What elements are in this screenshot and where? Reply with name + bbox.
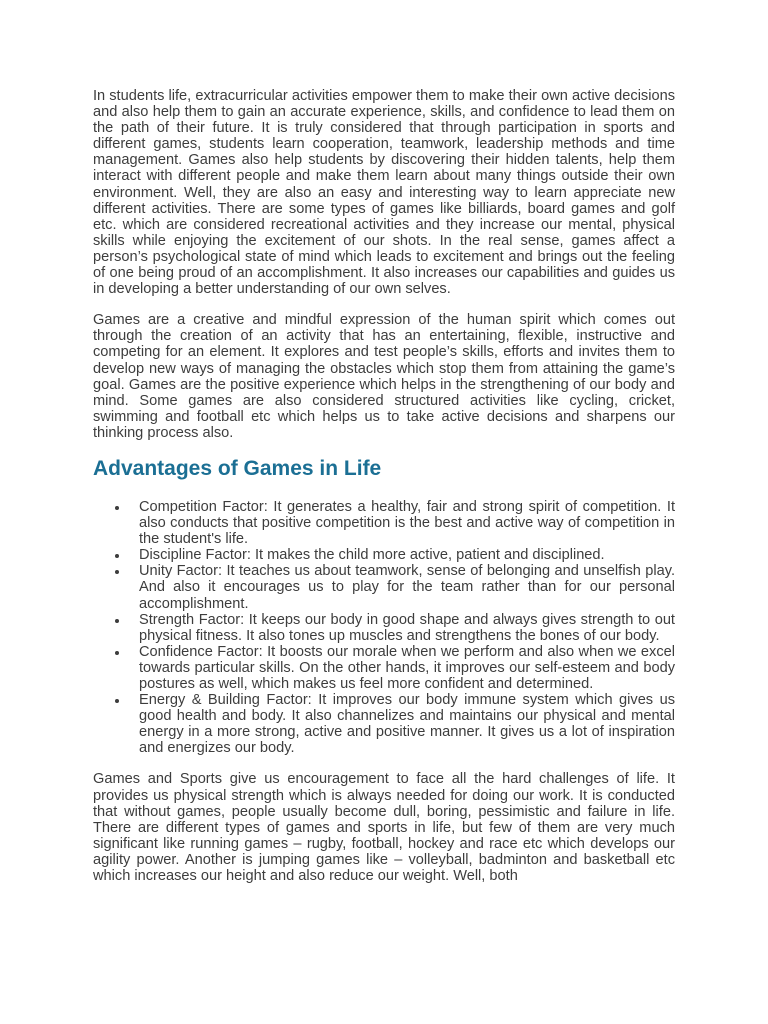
bullet-term: Strength Factor: (139, 611, 245, 628)
games-definition-paragraph: Games are a creative and mindful expression of the human spirit which comes out through the creation of an activity that has an entertaining, flexible, instructive and competing for an element. It explores and test people’s skills, efforts and invites them to develop new ways of managing the obstacles which stop them from attaining the game’s goal. Games are the positive experience which helps in the strengthening of our body and mind. Some games are also considered structured activities like cycling, cricket, swimming and football etc which helps us to take active decisions and sharpens our thinking process also. (93, 312, 675, 441)
list-item (93, 612, 675, 644)
section-heading: Advantages of Games in Life (93, 456, 382, 480)
bullet-term: Confidence Factor: (139, 643, 263, 660)
intro-paragraph: In students life, extracurricular activities empower them to make their own active decisions and also help them to gain an accurate experience, skills, and confidence to lead them on the path of their future. It is truly considered that through participation in sports and different games, students learn cooperation, teamwork, leadership methods and time management. Games also help students by discovering their hidden talents, help them interact with different people and make them learn about many things outside their own environment. Well, they are also an easy and interesting way to learn appreciate new different activities. There are some types of games like billiards, board games and golf etc. which are considered recreational activities and they increase our mental, physical skills while enjoying the excitement of our shots. In the real sense, games affect a person’s psychological state of mind which leads to excitement and brings out the feeling of one being proud of an accomplishment. It also increases our capabilities and guides us in developing a better understanding of our own selves. (93, 88, 675, 298)
bullet-icon (115, 699, 119, 703)
bullet-icon (115, 554, 119, 558)
bullet-icon (115, 619, 119, 623)
bullet-term: Unity Factor: (139, 563, 223, 580)
closing-paragraph: Games and Sports give us encouragement to face all the hard challenges of life. It provides us physical strength which is always needed for doing our work. It is conducted that without games, people usually become dull, boring, pessimistic and failure in life. There are different types of games and sports in life, but few of them are very much significant like running games – rugby, football, hockey and race etc which develops our agility power. Another is jumping games like – volleyball, badminton and basketball etc which increases our height and also reduce our weight. Well, both (93, 771, 675, 885)
list-item (93, 692, 675, 756)
bullet-text: It keeps our body in good shape and always gives strength to out physical fitness. It also tones up muscles and strengthens the bones of our body. (139, 611, 675, 644)
list-item (93, 547, 675, 563)
list-item (93, 644, 675, 692)
bullet-icon (115, 651, 119, 655)
bullet-text: It makes the child more active, patient and disciplined. (250, 547, 605, 564)
bullet-term: Discipline Factor: (139, 547, 251, 564)
bullet-term: Energy & Building Factor: (139, 692, 312, 709)
list-item (93, 563, 675, 611)
bullet-term: Competition Factor: (139, 498, 268, 515)
document-page (93, 88, 675, 899)
list-item (93, 499, 675, 547)
bullet-text: It boosts our morale when we perform and also when we excel towards particular skills. On the other hands, it improves our self-esteem and body postures as well, which makes us feel more confident and determined. (139, 643, 675, 692)
bullet-text: It generates a healthy, fair and strong spirit of competition. It also conducts that positive competition is the best and active way of competition in the student's life. (139, 498, 675, 548)
bullet-text: It teaches us about teamwork, sense of belonging and unselfish play. And also it encourages us to play for the team rather than for our personal accomplishment. (139, 563, 676, 612)
bullet-text: It improves our body immune system which gives us good health and body. It also channelizes and maintains our physical and mental energy in a more strong, active and positive manner. It gives us a lot of inspiration and energizes our body. (139, 692, 675, 757)
bullet-icon (115, 570, 119, 574)
bullet-icon (115, 506, 119, 510)
advantages-list (93, 499, 675, 757)
